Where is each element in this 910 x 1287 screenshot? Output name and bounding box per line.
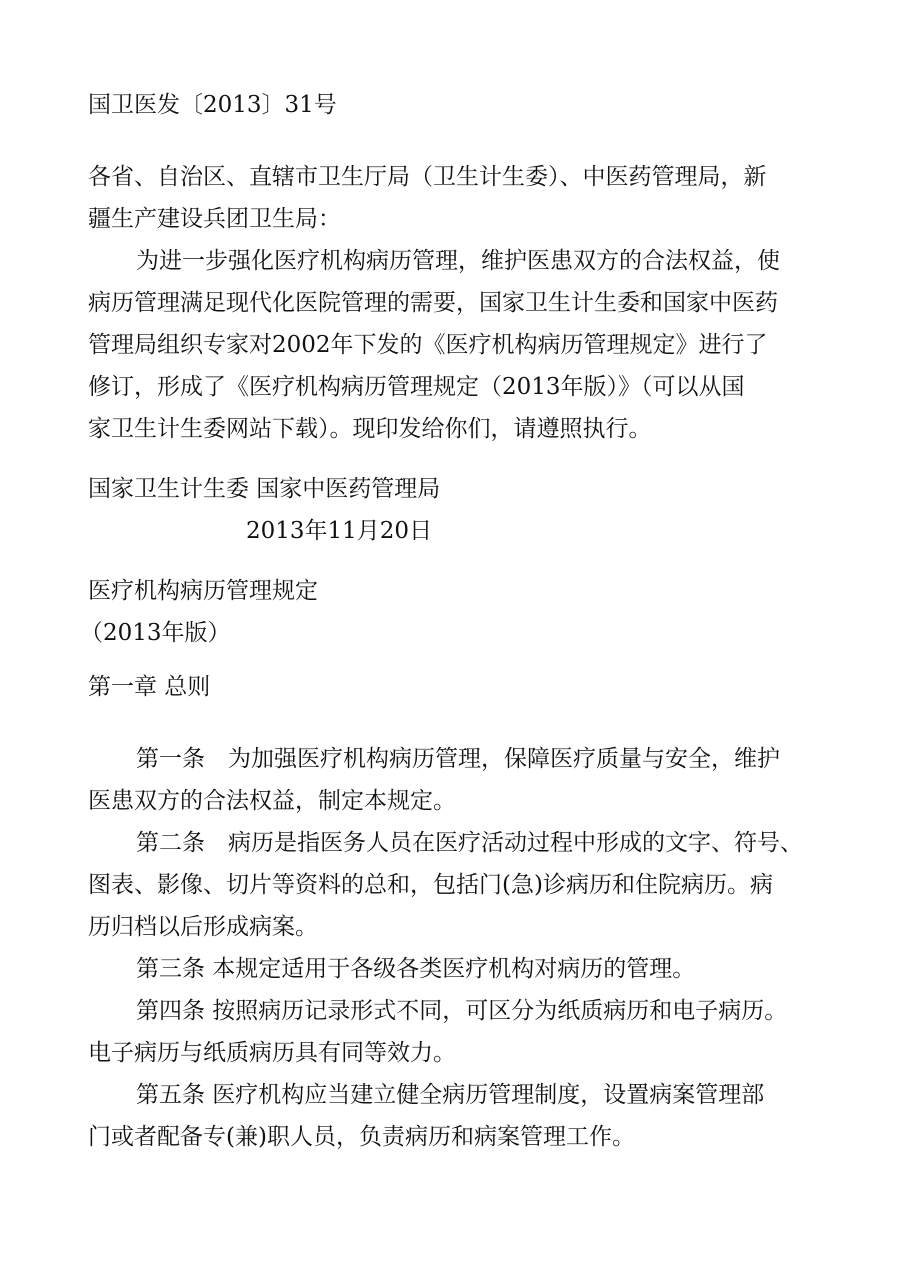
article-5 [88, 1074, 848, 1158]
paragraph-line: 管理局组织专家对2002年下发的《医疗机构病历管理规定》进行了 [88, 332, 768, 358]
article-line: 第五条 医疗机构应当建立健全病历管理制度，设置病案管理部 [136, 1082, 765, 1108]
issue-date: 2013年11月20日 [246, 518, 433, 544]
article-1 [88, 738, 848, 822]
article-line: 第一条 为加强医疗机构病历管理，保障医疗质量与安全，维护 [136, 746, 780, 772]
article-line: 门或者配备专(兼)职人员，负责病历和病案管理工作。 [88, 1124, 635, 1150]
paragraph-line: 家卫生计生委网站下载）。现印发给你们，请遵照执行。 [88, 416, 652, 442]
article-line: 第四条 按照病历记录形式不同，可区分为纸质病历和电子病历。 [136, 998, 788, 1024]
article-line: 历归档以后形成病案。 [88, 914, 318, 940]
intro-paragraph [88, 240, 848, 450]
article-line: 第二条 病历是指医务人员在医疗活动过程中形成的文字、符号、 [136, 830, 803, 856]
article-2 [88, 822, 848, 948]
article-line: 电子病历与纸质病历具有同等效力。 [88, 1040, 456, 1066]
document-page [80, 84, 848, 1158]
article-line: 医患双方的合法权益，制定本规定。 [88, 788, 456, 814]
article-line: 第三条 本规定适用于各级各类医疗机构对病历的管理。 [136, 956, 696, 982]
paragraph-line: 修订，形成了《医疗机构病历管理规定（2013年版）》（可以从国 [88, 374, 745, 400]
addressee-line: 疆生产建设兵团卫生局： [88, 206, 341, 232]
addressee-line: 各省、自治区、直辖市卫生厅局（卫生计生委）、中医药管理局，新 [88, 164, 767, 190]
issuers: 国家卫生计生委 国家中医药管理局 [88, 476, 441, 502]
addressee-block [88, 156, 848, 240]
article-line: 图表、影像、切片等资料的总和，包括门(急)诊病历和住院病历。病 [88, 872, 773, 898]
document-number: 国卫医发〔2013〕31号 [88, 92, 337, 118]
article-4 [88, 990, 848, 1074]
chapter-title: 第一章 总则 [88, 674, 211, 700]
regulation-edition: （2013年版） [80, 620, 231, 646]
paragraph-line: 为进一步强化医疗机构病历管理，维护医患双方的合法权益，使 [136, 248, 780, 274]
paragraph-line: 病历管理满足现代化医院管理的需要，国家卫生计生委和国家中医药 [88, 290, 778, 316]
regulation-title: 医疗机构病历管理规定 [88, 578, 318, 604]
article-3 [88, 948, 848, 990]
